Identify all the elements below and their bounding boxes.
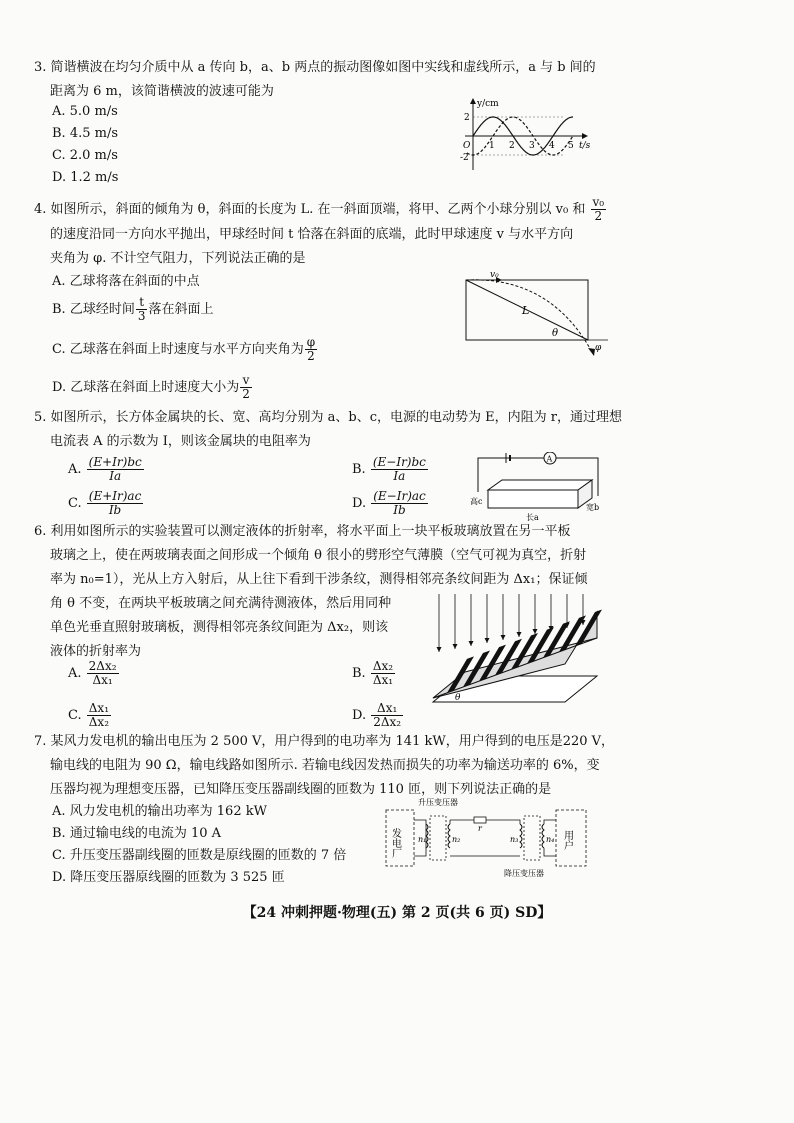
q4-option-d-pre: D. 乙球落在斜面上时速度大小为	[52, 380, 240, 395]
q4-option-c-num: φ	[306, 335, 316, 349]
q5-option-c-label: C.	[68, 496, 82, 511]
q5-ammeter-label: A	[546, 454, 553, 464]
q5-option-b-frac	[371, 456, 428, 483]
q3-x-tick-5: 5	[568, 141, 574, 151]
q4-incline-diagram	[460, 268, 610, 368]
q7-coil-n2	[448, 824, 450, 848]
q6-option-a-frac	[87, 660, 119, 687]
q3-x-tick-4: 4	[549, 141, 555, 151]
question-5-stem-line1: 5. 如图所示，长方体金属块的长、宽、高均分别为 a、b、c，电源的电动势为 E，内阻为 r，通过理想	[34, 410, 622, 425]
q5-option-a-num: (E+Ir)bc	[88, 455, 142, 469]
q6-option-a-label: A.	[68, 666, 82, 681]
q4-option-b-num: t	[136, 296, 148, 310]
q5-option-b-label: B.	[352, 462, 366, 477]
q6-light-ray-arrowhead	[437, 647, 442, 652]
question-7	[34, 730, 764, 802]
q5-option-c-frac	[87, 490, 144, 517]
q7-line-resistor	[474, 817, 486, 823]
q4-phi-label: φ	[595, 343, 602, 353]
q5-width-label: 宽b	[586, 503, 600, 512]
q4-frac-den: 2	[594, 209, 603, 223]
q7-step-up-core	[430, 816, 446, 860]
q7-coil-n3	[520, 824, 522, 848]
q3-y-tick-pos: 2	[464, 113, 470, 123]
q7-r-label: r	[478, 824, 482, 833]
q4-option-c-frac	[305, 336, 317, 363]
q4-option-d	[52, 374, 253, 401]
q4-option-d-den: 2	[242, 387, 250, 401]
q5-option-b-den: Ia	[393, 469, 406, 483]
q6-option-c	[68, 702, 112, 729]
q3-option-d: D. 1.2 m/s	[52, 170, 119, 185]
q6-option-b	[352, 660, 396, 687]
q7-option-a: A. 风力发电机的输出功率为 162 kW	[52, 804, 267, 819]
question-7-stem-line1: 7. 某风力发电机的输出电压为 2 500 V，用户得到的电功率为 141 kW，用户得到的电压是220 V，	[34, 734, 615, 749]
q3-origin-label: O	[463, 141, 471, 151]
q3-option-b: B. 4.5 m/s	[52, 126, 119, 141]
q4-option-c-den: 2	[307, 349, 315, 363]
q5-option-a-den: Ia	[109, 469, 122, 483]
q3-x-arrow	[582, 133, 588, 139]
q6-incident-light-arrows	[437, 594, 586, 652]
q7-option-c: C. 升压变压器副线圈的匝数是原线圈的匝数的 7 倍	[52, 848, 347, 863]
q6-light-ray-arrowhead	[501, 635, 506, 640]
question-4	[34, 196, 764, 271]
question-6-stem-line6: 液体的折射率为	[50, 644, 142, 659]
q7-n3-label: n₃	[510, 835, 519, 844]
q4-option-c	[52, 336, 318, 363]
q5-option-d-frac	[371, 490, 428, 517]
q3-y-tick-neg: -2	[460, 153, 469, 163]
q6-option-a-num: 2Δx₂	[88, 659, 117, 673]
q6-option-a-den: Δx₁	[92, 673, 113, 687]
q6-option-b-num: Δx₂	[372, 659, 394, 673]
q3-option-a: A. 5.0 m/s	[52, 104, 118, 119]
q4-option-b-frac	[136, 296, 148, 323]
q6-option-d-frac	[371, 702, 403, 729]
question-6-stem-line4: 角 θ 不变，在两块平板玻璃之间充满待测液体，然后用同种	[50, 596, 392, 611]
question-3-stem-line2: 距离为 6 m，该简谐横波的波速可能为	[50, 84, 274, 99]
question-6	[34, 520, 764, 664]
q4-L-label: L	[522, 304, 530, 317]
q5-option-a-frac	[87, 456, 144, 483]
question-3	[34, 56, 764, 104]
q6-option-b-den: Δx₁	[372, 673, 394, 687]
q7-coil-n4	[542, 824, 544, 848]
q5-block-top	[488, 480, 592, 490]
question-7-stem-line3: 压器均视为理想变压器，已知降压变压器副线圈的匝数为 110 匝，则下列说法正确的是	[50, 782, 552, 797]
q3-y-axis-label: y/cm	[477, 99, 499, 109]
q6-option-d-num: Δx₁	[371, 702, 403, 716]
q7-step-down-core	[524, 816, 540, 860]
question-6-stem-line2: 玻璃之上，使在两玻璃表面之间形成一个倾角 θ 很小的劈形空气薄膜（空气可视为真空，折射	[50, 548, 587, 563]
q4-option-b	[52, 296, 213, 323]
q5-option-c	[68, 490, 144, 517]
q6-light-ray-arrowhead	[453, 644, 458, 649]
q6-option-d-den: 2Δx₂	[373, 715, 402, 729]
q6-option-c-den: Δx₂	[88, 715, 110, 729]
question-4-stem-line3: 夹角为 φ. 不计空气阻力，下列说法正确的是	[50, 251, 306, 266]
q4-trajectory-arrow	[588, 348, 595, 356]
question-4-stem-line1: 4. 如图所示，斜面的倾角为 θ，斜面的长度为 L. 在一斜面顶端，将甲、乙两个小球分别以 v₀ 和	[34, 202, 586, 217]
q6-option-d-label: D.	[352, 708, 367, 723]
q4-frac-num: v₀	[592, 195, 605, 209]
page-footer: 【24 冲刺押题·物理(五) 第 2 页(共 6 页) SD】	[242, 905, 552, 921]
q4-option-d-num: v	[240, 374, 252, 388]
q4-option-d-frac	[240, 374, 252, 401]
q3-vibration-graph	[455, 96, 595, 174]
question-7-stem-line2: 输电线的电阻为 90 Ω，输电线路如图所示. 若输电线因发热而损失的功率为输送功率的 6%，变	[50, 758, 600, 773]
q7-n4-label: n₄	[546, 835, 555, 844]
q6-option-c-num: Δx₁	[88, 701, 110, 715]
q6-wedge-diagram	[425, 592, 605, 710]
q6-option-b-frac	[371, 660, 395, 687]
q6-option-c-label: C.	[68, 708, 82, 723]
q7-n1-label: n₁	[418, 835, 427, 844]
question-5	[34, 406, 764, 454]
q3-option-c: C. 2.0 m/s	[52, 148, 118, 163]
q6-light-ray-arrowhead	[469, 641, 474, 646]
q7-n2-label: n₂	[452, 835, 461, 844]
question-6-stem-line3: 率为 n₀=1），光从上方入射后，从上往下看到干涉条纹，测得相邻亮条纹间距为 Δx₁；保证倾	[50, 572, 588, 587]
q7-user-wire-bottom	[544, 848, 556, 856]
q7-line-top-2	[486, 820, 520, 824]
q4-theta-label: θ	[552, 328, 559, 339]
q6-option-d	[352, 702, 404, 729]
q5-option-a	[68, 456, 145, 483]
q4-v0-label: v₀	[490, 270, 499, 280]
q4-option-b-den: 3	[137, 309, 146, 323]
q6-option-c-frac	[87, 702, 111, 729]
q4-option-b-pre: B. 乙球经时间	[52, 302, 135, 317]
q7-power-plant-label: 发电厂	[389, 828, 401, 858]
q5-option-b	[352, 456, 429, 483]
q7-user-wire	[544, 820, 556, 824]
q5-block-front	[488, 490, 578, 508]
q7-step-down-label: 降压变压器	[504, 869, 544, 878]
question-6-stem-line5: 单色光垂直照射玻璃板，测得相邻亮条纹间距为 Δx₂，则该	[50, 620, 389, 635]
q3-x-tick-3: 3	[529, 141, 535, 151]
q6-option-b-label: B.	[352, 666, 366, 681]
q3-y-arrow	[470, 98, 476, 104]
q7-step-up-label: 升压变压器	[418, 798, 458, 807]
q4-frac-v0-2	[591, 196, 607, 223]
q6-theta-label: θ	[455, 693, 461, 703]
q6-light-ray-arrowhead	[517, 632, 522, 637]
q5-option-d-num: (E−Ir)ac	[373, 489, 426, 503]
q4-option-a: A. 乙球将落在斜面的中点	[52, 274, 200, 289]
q4-option-b-post: 落在斜面上	[148, 302, 214, 317]
q4-option-c-pre: C. 乙球落在斜面上时速度与水平方向夹角为	[52, 342, 304, 357]
q5-option-d-label: D.	[352, 496, 367, 511]
q7-transmission-diagram	[382, 796, 592, 880]
q3-x-tick-1: 1	[489, 141, 495, 151]
question-5-stem-line2: 电流表 A 的示数为 I，则该金属块的电阻率为	[50, 434, 311, 449]
q5-option-b-num: (E−Ir)bc	[372, 455, 426, 469]
q7-user-label: 用户	[561, 830, 573, 850]
question-6-stem-line1: 6. 利用如图所示的实验装置可以测定液体的折射率，将水平面上一块平板玻璃放置在另一平板	[34, 524, 571, 539]
q6-light-ray-arrowhead	[485, 638, 490, 643]
q5-option-a-label: A.	[68, 462, 82, 477]
q5-circuit-diagram	[468, 452, 608, 526]
q7-option-b: B. 通过输电线的电流为 10 A	[52, 826, 222, 841]
q5-option-c-den: Ib	[108, 503, 122, 517]
question-3-stem-line1: 3. 简谐横波在均匀介质中从 a 传向 b，a、b 两点的振动图像如图中实线和虚线所示，a 与 b 间的	[34, 60, 596, 75]
q5-length-label: 长a	[526, 513, 539, 522]
q5-height-label: 高c	[470, 497, 483, 506]
question-4-stem-line2: 的速度沿同一方向水平抛出，甲球经时间 t 恰落在斜面的底端，此时甲球速度 v 与水平方向	[50, 227, 574, 242]
q5-option-d	[352, 490, 429, 517]
q3-x-axis-label: t/s	[579, 141, 591, 151]
q7-option-d: D. 降压变压器原线圈的匝数为 3 525 匝	[52, 870, 285, 885]
q5-option-d-den: Ib	[393, 503, 406, 517]
q6-option-a	[68, 660, 120, 687]
q6-light-ray-arrowhead	[533, 629, 538, 634]
q3-x-tick-2: 2	[509, 141, 515, 151]
q5-option-c-num: (E+Ir)ac	[88, 489, 142, 503]
